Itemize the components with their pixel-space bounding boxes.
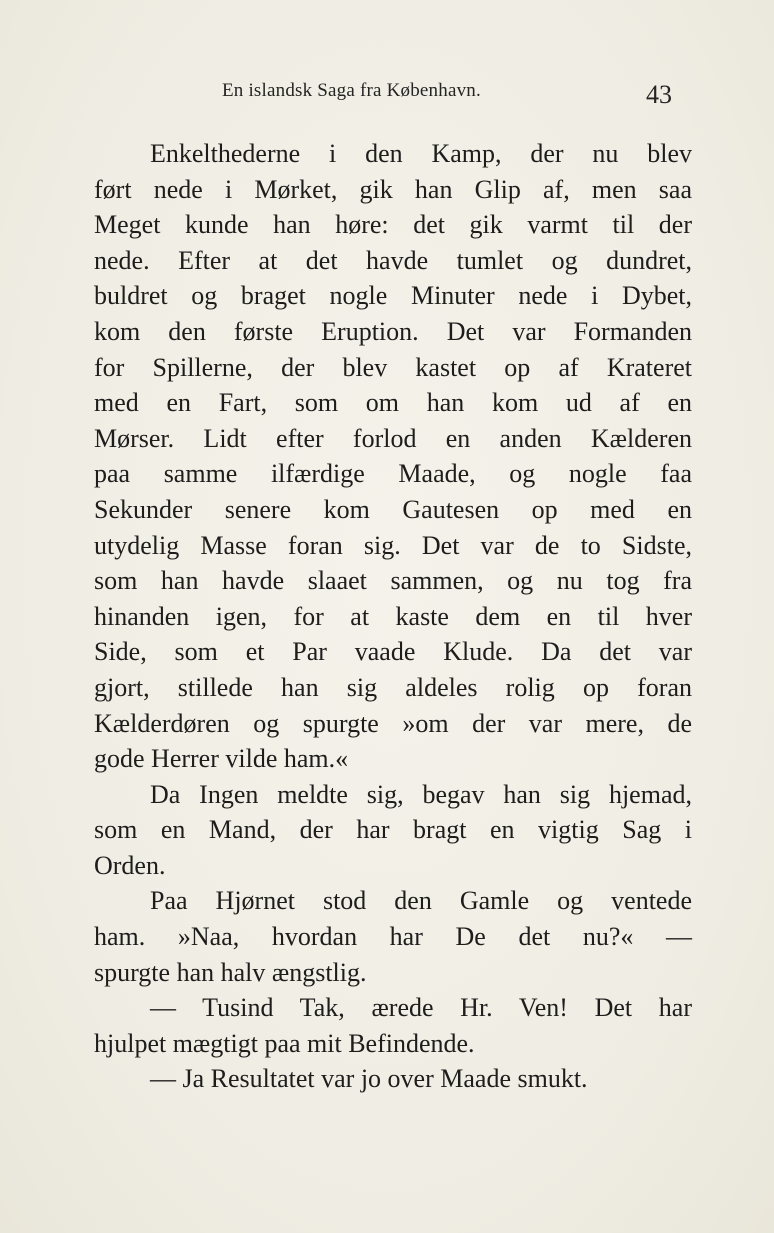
text-line: hjulpet mægtigt paa mit Befindende. [94, 1028, 475, 1058]
text-line: Sekunder senere kom Gautesen op med en [94, 494, 692, 524]
text-line: Side, som et Par vaade Klude. Da det var [94, 637, 692, 667]
text-line: — Tusind Tak, ærede Hr. Ven! Det har [150, 993, 692, 1023]
text-line: — Ja Resultatet var jo over Maade smukt. [150, 1064, 588, 1094]
text-line: for Spillerne, der blev kastet op af Krateret [94, 352, 692, 382]
text-line: kom den første Eruption. Det var Formanden [94, 316, 692, 346]
text-line: som han havde slaaet sammen, og nu tog fra [94, 566, 692, 596]
text-line: som en Mand, der har bragt en vigtig Sag i [94, 815, 692, 845]
running-title: En islandsk Saga fra København. [222, 80, 481, 101]
text-line: Mørser. Lidt efter forlod en anden Kælderen [94, 423, 692, 453]
text-line: Meget kunde han høre: det gik varmt til der [94, 210, 692, 240]
text-line: nede. Efter at det havde tumlet og dundret, [94, 245, 692, 275]
text-line: Enkelthederne i den Kamp, der nu blev [150, 139, 692, 168]
text-line: gjort, stillede han sig aldeles rolig op foran [94, 672, 692, 702]
text-line: Paa Hjørnet stod den Gamle og ventede [150, 886, 692, 916]
text-line: paa samme ilfærdige Maade, og nogle faa [94, 459, 692, 489]
text-line: Da Ingen meldte sig, begav han sig hjemad, [150, 779, 692, 809]
text-line: ham. »Naa, hvordan har De det nu?« — [94, 922, 692, 952]
text-line: buldret og braget nogle Minuter nede i Dybet, [94, 281, 692, 311]
text-line: Orden. [94, 850, 166, 880]
body-text [94, 136, 692, 1097]
text-line: med en Fart, som om han kom ud af en [94, 388, 692, 418]
text-line: gode Herrer vilde ham.« [94, 744, 349, 774]
text-line: ført nede i Mørket, gik han Glip af, men saa [94, 174, 692, 204]
text-line: hinanden igen, for at kaste dem en til hver [94, 601, 692, 631]
text-line: spurgte han halv ængstlig. [94, 957, 367, 987]
text-line: Kælderdøren og spurgte »om der var mere, de [94, 708, 692, 738]
text-line: utydelig Masse foran sig. Det var de to Sidste, [94, 530, 692, 560]
page-number: 43 [646, 80, 672, 109]
